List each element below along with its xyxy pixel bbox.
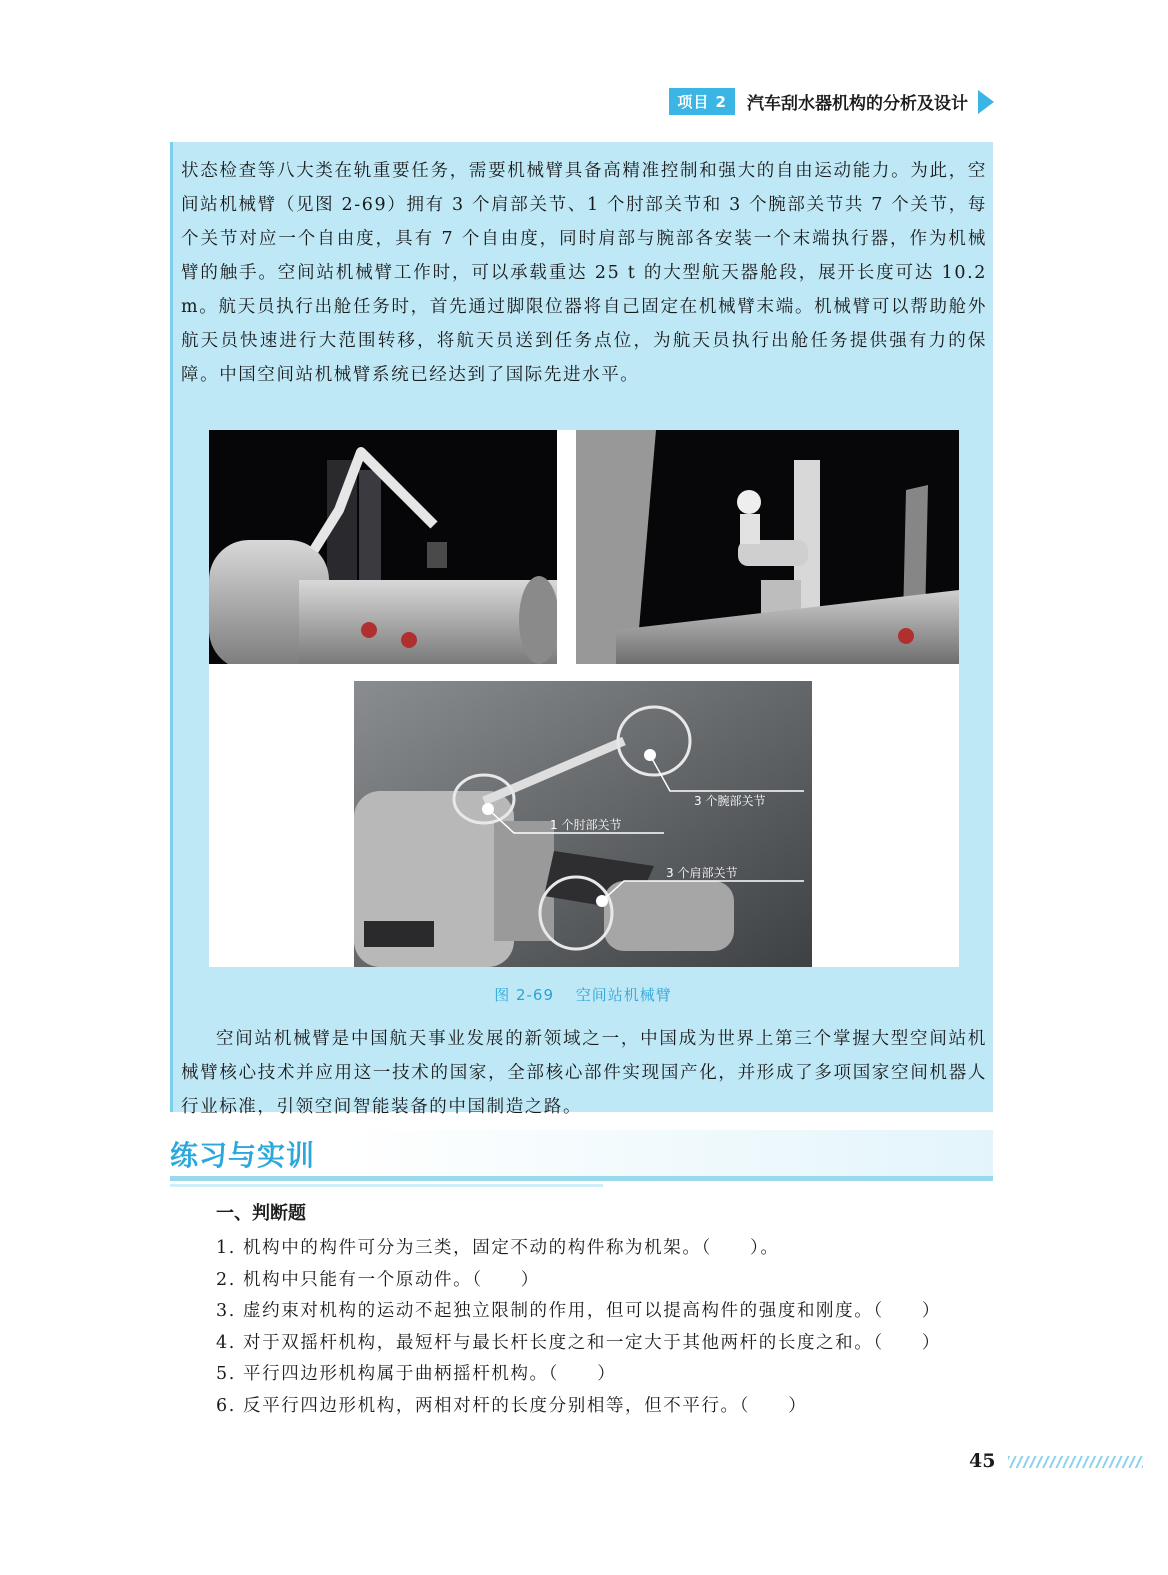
question-item: 6. 反平行四边形机构，两相对杆的长度分别相等，但不平行。（ ） xyxy=(216,1395,808,1416)
photo-annotated-joints xyxy=(354,681,812,967)
photo-astronaut-on-arm xyxy=(576,430,959,664)
question-item: 4. 对于双摇杆机构，最短杆与最长杆长度之和一定大于其他两杆的长度之和。（ ） xyxy=(216,1332,942,1353)
project-tag: 项目 2 xyxy=(669,88,735,115)
section-divider xyxy=(170,1176,993,1181)
question-item: 3. 虚约束对机构的运动不起独立限制的作用，但可以提高构件的强度和刚度。（ ） xyxy=(216,1301,942,1321)
section-title: 练习与实训 xyxy=(170,1139,316,1172)
photo-arm-over-station xyxy=(209,430,557,664)
arrow-icon xyxy=(978,90,994,114)
caption-number: 图 2-69 xyxy=(494,986,554,1004)
subsection-title: 一、判断题 xyxy=(216,1203,306,1224)
figure-2-69 xyxy=(209,430,959,967)
section-title-background xyxy=(340,1130,993,1176)
caption-text: 空间站机械臂 xyxy=(575,986,672,1004)
section-divider-secondary xyxy=(170,1184,603,1187)
page-number: 45 xyxy=(969,1450,996,1472)
label-shoulder-joints: 3 个肩部关节 xyxy=(666,866,738,880)
info-box xyxy=(170,142,993,1117)
chapter-title: 汽车刮水器机构的分析及设计 xyxy=(747,94,968,114)
question-item: 2. 机构中只能有一个原动件。（ ） xyxy=(216,1269,540,1290)
running-header xyxy=(669,88,994,115)
label-wrist-joints: 3 个腕部关节 xyxy=(694,794,766,808)
figure-caption xyxy=(173,984,993,1005)
info-paragraph-1: 状态检查等八大类在轨重要任务，需要机械臂具备高精准控制和强大的自由运动能力。为此，空间站机械臂（见图 2-69）拥有 3 个肩部关节、1 个肘部关节和 3 个腕部关节共 7 个关节，每个关节对应一个自由度，具有 7 个自由度，同时肩部与腕部各安装一个末端执行器，作为机械臂的触手。空间站机械臂工作时，可以承载重达 25 t 的大型航天器舱段，展开长度可达 10.2 m。航天员执行出舱任务时，首先通过脚限位器将自己固定在机械臂末端。机械臂可以帮助舱外航天员快速进行大范围转移，将航天员送到任务点位，为航天员执行出舱任务提供强有力的保障。中国空间站机械臂系统已经达到了国际先进水平。 xyxy=(181,161,987,385)
question-item: 1. 机构中的构件可分为三类，固定不动的构件称为机架。（ ）。 xyxy=(216,1238,780,1258)
question-item: 5. 平行四边形机构属于曲柄摇杆机构。（ ） xyxy=(216,1364,617,1384)
info-paragraph-2: 空间站机械臂是中国航天事业发展的新领域之一，中国成为世界上第三个掌握大型空间站机械臂核心技术并应用这一技术的国家，全部核心部件实现国产化，并形成了多项国家空间机器人行业标准，引领空间智能装备的中国制造之路。 xyxy=(181,1029,987,1117)
label-elbow-joint: 1 个肘部关节 xyxy=(550,818,622,832)
question-list xyxy=(216,1233,996,1422)
footer-decoration xyxy=(1008,1456,1143,1468)
